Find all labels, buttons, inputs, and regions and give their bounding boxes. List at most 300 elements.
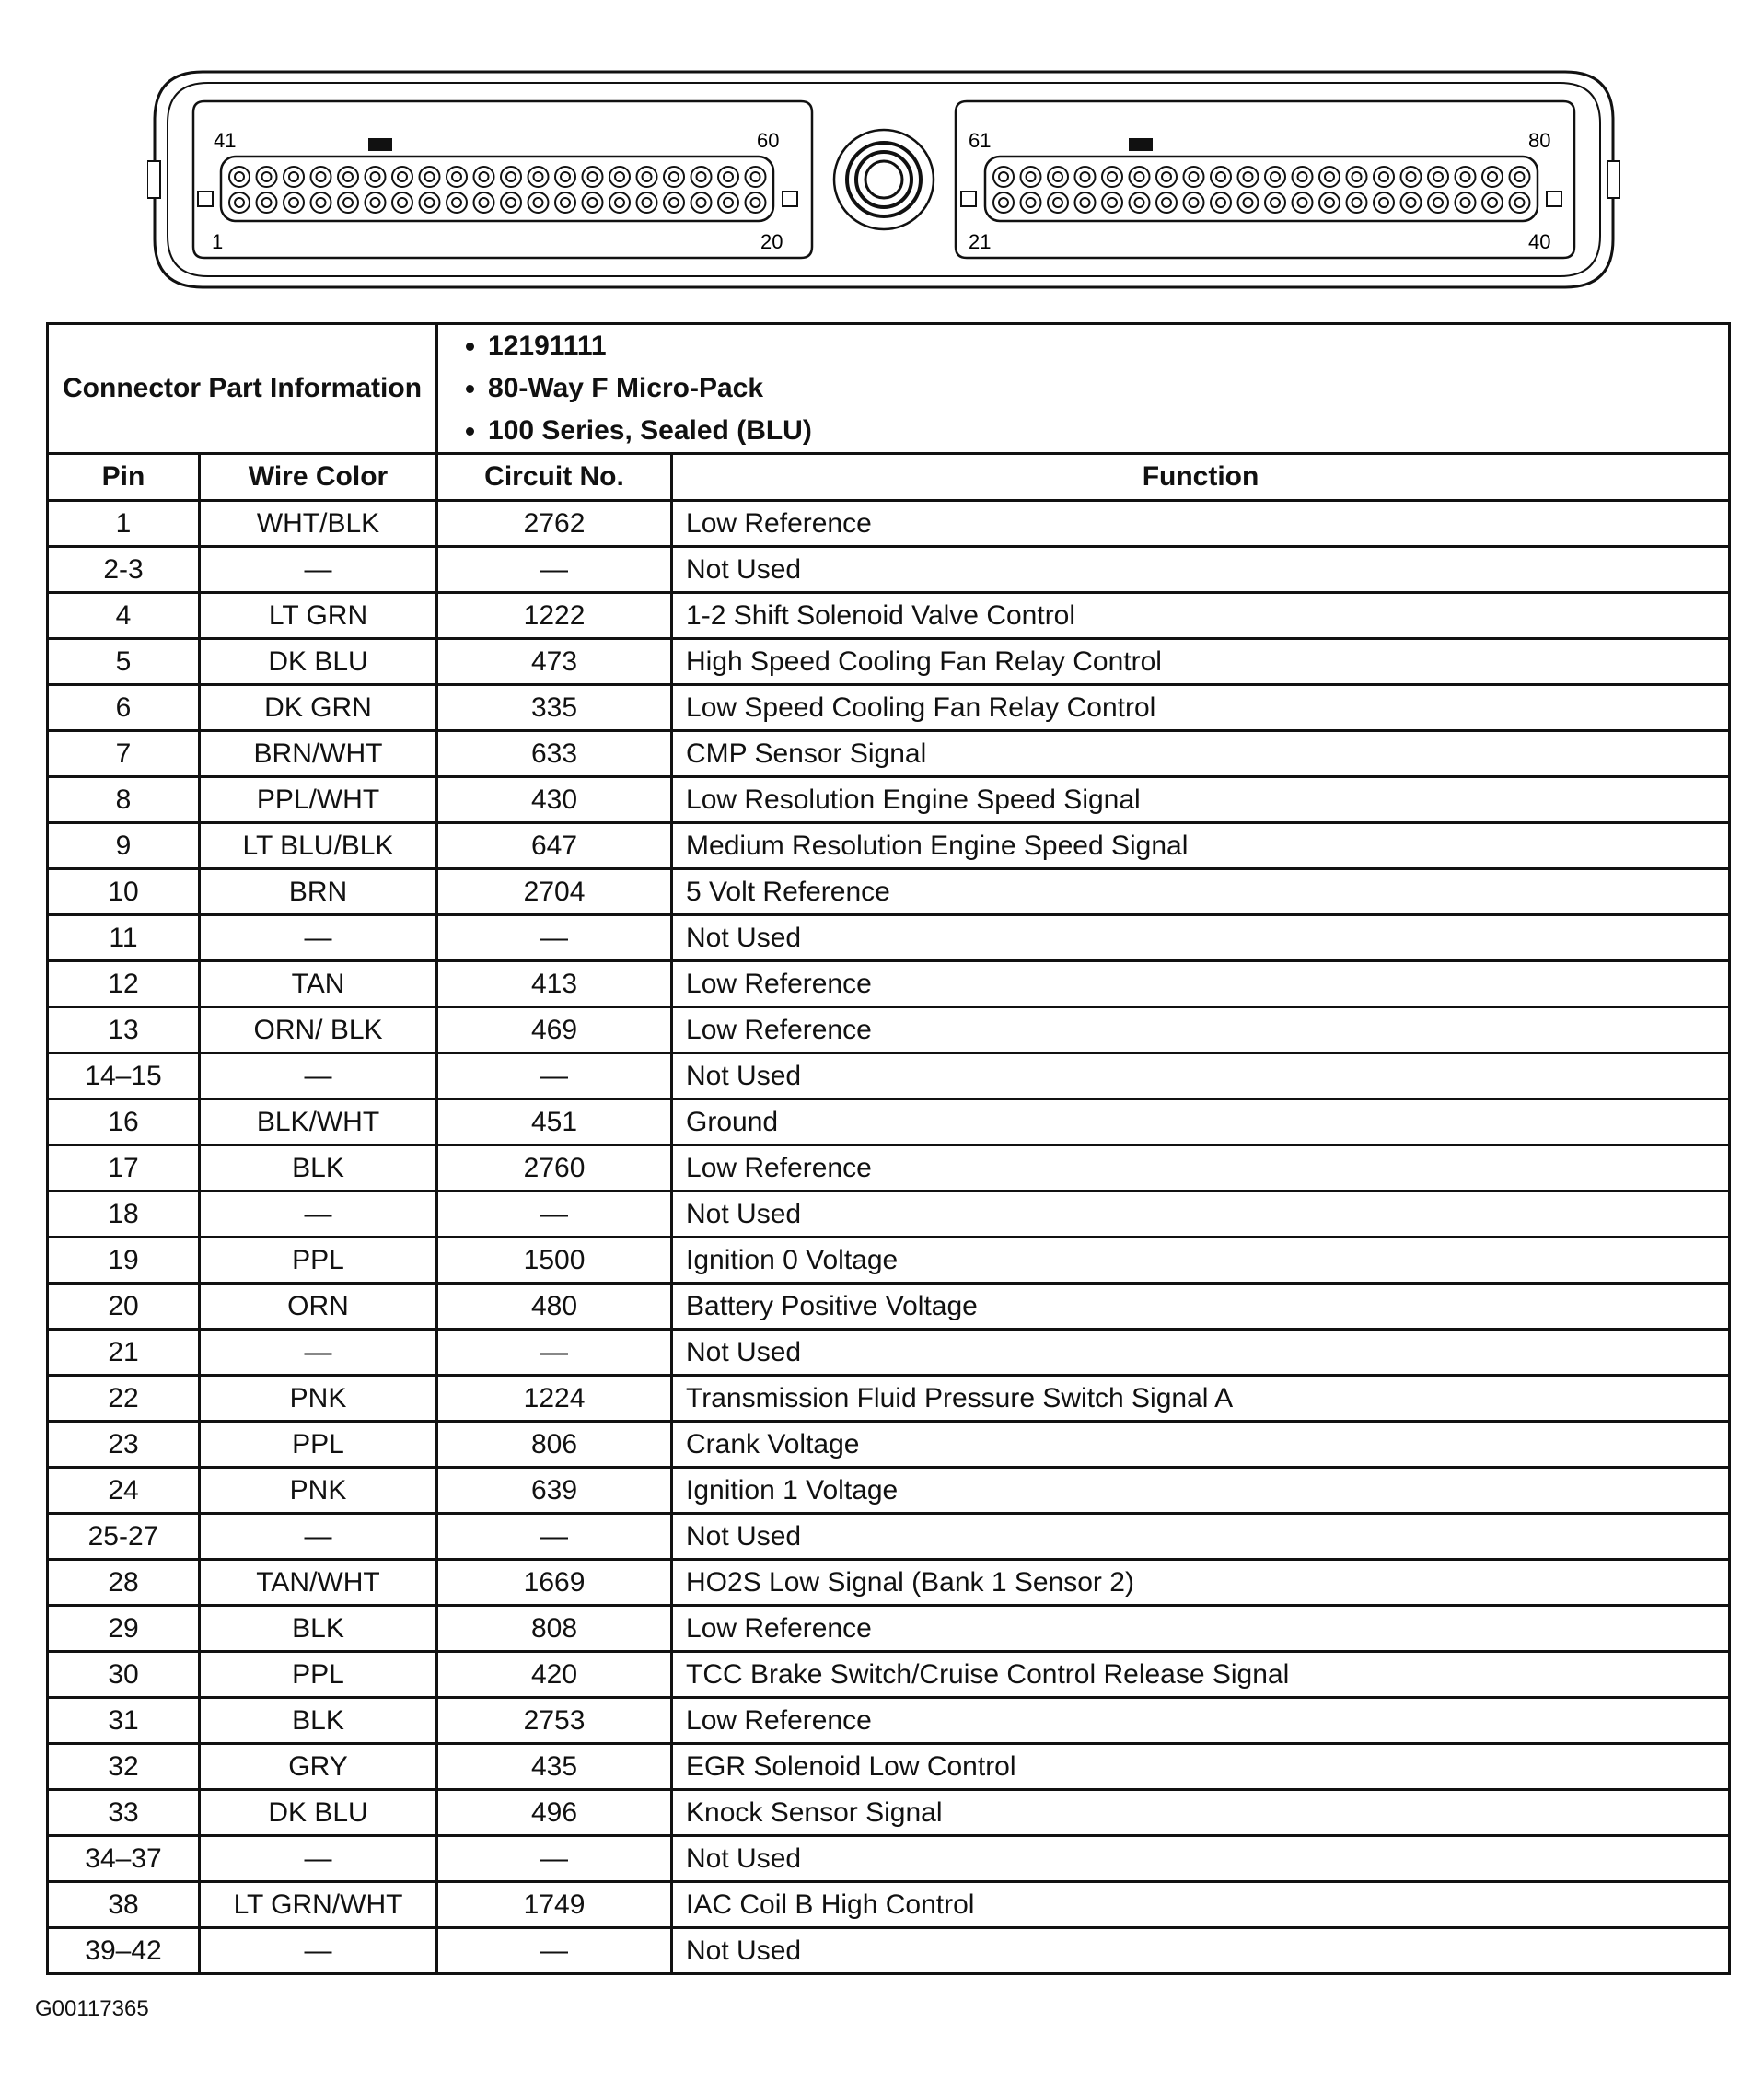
pin-cavity [1075, 167, 1096, 187]
pin-label-40: 40 [1528, 230, 1551, 253]
table-row [48, 1053, 1730, 1099]
circuit-no-cell: — [437, 547, 672, 593]
function-cell: CMP Sensor Signal [672, 731, 1730, 777]
table-body [48, 501, 1730, 1974]
function-cell: HO2S Low Signal (Bank 1 Sensor 2) [672, 1560, 1730, 1606]
pin-cavity [1265, 167, 1285, 187]
pin-cell: 28 [48, 1560, 200, 1606]
pin-terminal [561, 198, 570, 207]
pin-terminal [615, 172, 624, 181]
function-cell: Low Reference [672, 1145, 1730, 1192]
pin-terminal [480, 172, 489, 181]
table-row [48, 501, 1730, 547]
pin-label-21: 21 [969, 230, 992, 253]
table-row [48, 1606, 1730, 1652]
circuit-no-cell: 430 [437, 777, 672, 823]
pin-cavity [1021, 192, 1041, 213]
function-cell: Low Reference [672, 961, 1730, 1007]
pin-cavity [609, 167, 630, 187]
circuit-no-cell: 808 [437, 1606, 672, 1652]
pin-terminal [1108, 172, 1117, 181]
pin-terminal [1135, 198, 1144, 207]
pin-terminal [317, 172, 326, 181]
connector-info-cell [437, 324, 1730, 454]
pin-terminal [262, 172, 272, 181]
pin-terminal [1298, 198, 1307, 207]
left-tab-b [783, 192, 797, 206]
table-row [48, 1330, 1730, 1376]
circuit-no-cell: 2762 [437, 501, 672, 547]
wire-color-cell: BLK [200, 1606, 437, 1652]
col-header-pin: Pin [48, 454, 200, 501]
pin-cavity [1156, 192, 1177, 213]
wire-color-cell: LT GRN/WHT [200, 1882, 437, 1928]
table-row [48, 1192, 1730, 1238]
right-pin-array [993, 167, 1530, 213]
pin-label-80: 80 [1528, 129, 1551, 152]
pin-terminal [588, 172, 598, 181]
pin-cavity [1456, 167, 1476, 187]
pin-terminal [999, 172, 1008, 181]
function-cell: TCC Brake Switch/Cruise Control Release Signal [672, 1652, 1730, 1698]
pin-cavity [474, 192, 494, 213]
wire-color-cell: — [200, 1053, 437, 1099]
function-cell: Not Used [672, 1192, 1730, 1238]
function-cell: Not Used [672, 547, 1730, 593]
pin-terminal [1325, 198, 1334, 207]
wire-color-cell: PPL [200, 1422, 437, 1468]
wire-color-cell: PNK [200, 1468, 437, 1514]
pin-cavity [229, 192, 250, 213]
wire-color-cell: BLK [200, 1145, 437, 1192]
wire-color-cell: — [200, 1192, 437, 1238]
function-cell: Ground [672, 1099, 1730, 1145]
pin-cavity [1510, 167, 1530, 187]
wire-color-cell: — [200, 1928, 437, 1974]
right-tab-a [961, 192, 976, 206]
center-bolt-outer [834, 130, 934, 229]
pin-cavity [1374, 192, 1394, 213]
pin-cavity [284, 167, 304, 187]
pin-cavity [1428, 167, 1448, 187]
pin-cell: 4 [48, 593, 200, 639]
pin-cavity [555, 167, 575, 187]
function-cell: 5 Volt Reference [672, 869, 1730, 915]
circuit-no-cell: — [437, 1192, 672, 1238]
table-row [48, 1744, 1730, 1790]
function-cell: Low Resolution Engine Speed Signal [672, 777, 1730, 823]
pin-cavity [501, 167, 521, 187]
pin-terminal [1162, 198, 1171, 207]
pin-terminal [615, 198, 624, 207]
circuit-no-cell: — [437, 1053, 672, 1099]
wire-color-cell: — [200, 1330, 437, 1376]
circuit-no-cell: 420 [437, 1652, 672, 1698]
pin-cavity [746, 167, 766, 187]
pin-cavity [1401, 167, 1422, 187]
pin-label-61: 61 [969, 129, 992, 152]
wire-color-cell: LT GRN [200, 593, 437, 639]
pin-cell: 9 [48, 823, 200, 869]
pin-terminal [343, 172, 353, 181]
table-row [48, 1698, 1730, 1744]
connector-diagram [147, 64, 1620, 295]
pin-terminal [1081, 198, 1090, 207]
pin-cavity [338, 167, 358, 187]
pin-terminal [1081, 172, 1090, 181]
circuit-no-cell: 639 [437, 1468, 672, 1514]
connector-type: • 80-Way F Micro-Pack [488, 367, 1728, 410]
pin-cavity [1102, 192, 1122, 213]
table-row [48, 1836, 1730, 1882]
pin-cell: 10 [48, 869, 200, 915]
function-cell: 1-2 Shift Solenoid Valve Control [672, 593, 1730, 639]
pin-terminal [1298, 172, 1307, 181]
left-latch [147, 161, 160, 198]
table-row [48, 1376, 1730, 1422]
pin-terminal [1135, 172, 1144, 181]
pin-cell: 24 [48, 1468, 200, 1514]
pin-cavity [583, 167, 603, 187]
wire-color-cell: PPL/WHT [200, 777, 437, 823]
circuit-no-cell: 1224 [437, 1376, 672, 1422]
connector-series: • 100 Series, Sealed (BLU) [488, 410, 1728, 452]
pin-cavity [1510, 192, 1530, 213]
pin-cavity [1238, 167, 1259, 187]
pin-terminal [588, 198, 598, 207]
pin-cavity [257, 192, 277, 213]
pin-terminal [1190, 172, 1199, 181]
pin-cavity [528, 167, 549, 187]
pin-terminal [1515, 172, 1525, 181]
pin-terminal [1244, 172, 1253, 181]
pin-terminal [1244, 198, 1253, 207]
pin-cavity [746, 192, 766, 213]
pin-cavity [257, 167, 277, 187]
wire-color-cell: — [200, 547, 437, 593]
function-cell: Low Reference [672, 1606, 1730, 1652]
connector-shell-inner [168, 83, 1600, 276]
pin-terminal [1461, 172, 1470, 181]
function-cell: Crank Voltage [672, 1422, 1730, 1468]
pin-terminal [289, 172, 298, 181]
pin-cavity [1130, 192, 1150, 213]
pin-cavity [311, 192, 331, 213]
pin-terminal [1433, 172, 1443, 181]
pin-cell: 33 [48, 1790, 200, 1836]
pin-terminal [1108, 198, 1117, 207]
pin-cavity [1211, 167, 1231, 187]
table-row [48, 823, 1730, 869]
pin-terminal [371, 172, 380, 181]
pin-terminal [1352, 172, 1362, 181]
pin-terminal [1488, 198, 1497, 207]
pin-cavity [1319, 167, 1340, 187]
pin-terminal [643, 172, 652, 181]
wire-color-cell: DK BLU [200, 1790, 437, 1836]
pin-terminal [1190, 198, 1199, 207]
wire-color-cell: PPL [200, 1652, 437, 1698]
connector-info-list [438, 325, 1728, 452]
pin-label-20: 20 [760, 230, 783, 253]
table-row [48, 869, 1730, 915]
table-row [48, 1284, 1730, 1330]
pin-terminal [1461, 198, 1470, 207]
function-cell: Low Reference [672, 1007, 1730, 1053]
pin-cavity [1102, 167, 1122, 187]
pin-cavity [474, 167, 494, 187]
pin-terminal [724, 172, 733, 181]
pin-cavity [691, 167, 712, 187]
pin-cell: 39–42 [48, 1928, 200, 1974]
function-cell: Not Used [672, 1330, 1730, 1376]
table-row [48, 1882, 1730, 1928]
pin-cavity [1238, 192, 1259, 213]
right-tab-b [1547, 192, 1561, 206]
col-header-function: Function [672, 454, 1730, 501]
pin-cavity [1130, 167, 1150, 187]
pin-cavity [528, 192, 549, 213]
pin-terminal [1407, 172, 1416, 181]
circuit-no-cell: — [437, 1836, 672, 1882]
circuit-no-cell: 335 [437, 685, 672, 731]
pin-terminal [506, 198, 516, 207]
pin-cavity [338, 192, 358, 213]
circuit-no-cell: 1749 [437, 1882, 672, 1928]
pin-terminal [1433, 198, 1443, 207]
pin-terminal [1515, 198, 1525, 207]
circuit-no-cell: 2704 [437, 869, 672, 915]
function-cell: Not Used [672, 1514, 1730, 1560]
pin-cavity [1401, 192, 1422, 213]
right-key [1129, 138, 1153, 151]
pin-terminal [317, 198, 326, 207]
pin-label-41: 41 [214, 129, 237, 152]
table-row [48, 1468, 1730, 1514]
pin-cell: 22 [48, 1376, 200, 1422]
pin-cavity [1482, 192, 1503, 213]
table-row [48, 731, 1730, 777]
pin-cavity [311, 167, 331, 187]
table-row [48, 1652, 1730, 1698]
pin-terminal [669, 172, 679, 181]
wire-color-cell: BRN/WHT [200, 731, 437, 777]
function-cell: IAC Coil B High Control [672, 1882, 1730, 1928]
pin-terminal [398, 198, 407, 207]
wire-color-cell: ORN [200, 1284, 437, 1330]
pin-cavity [1293, 192, 1313, 213]
pin-terminal [480, 198, 489, 207]
pin-cell: 21 [48, 1330, 200, 1376]
pin-cell: 38 [48, 1882, 200, 1928]
circuit-no-cell: 413 [437, 961, 672, 1007]
table-row [48, 777, 1730, 823]
function-cell: Not Used [672, 1053, 1730, 1099]
col-header-wire-color: Wire Color [200, 454, 437, 501]
circuit-no-cell: — [437, 1928, 672, 1974]
table-row [48, 1514, 1730, 1560]
pin-cavity [1075, 192, 1096, 213]
connector-info-row [48, 324, 1730, 454]
pin-cavity [664, 167, 684, 187]
pin-cell: 29 [48, 1606, 200, 1652]
pin-terminal [751, 172, 760, 181]
pin-cavity [1021, 167, 1041, 187]
pin-terminal [1352, 198, 1362, 207]
pin-terminal [235, 198, 244, 207]
pin-cell: 17 [48, 1145, 200, 1192]
pin-cell: 8 [48, 777, 200, 823]
table-row [48, 1007, 1730, 1053]
circuit-no-cell: 469 [437, 1007, 672, 1053]
col-header-circuit-no: Circuit No. [437, 454, 672, 501]
function-cell: Medium Resolution Engine Speed Signal [672, 823, 1730, 869]
pin-terminal [452, 172, 461, 181]
pin-terminal [289, 198, 298, 207]
wire-color-cell: WHT/BLK [200, 501, 437, 547]
pin-cavity [392, 192, 412, 213]
pin-cavity [1048, 192, 1068, 213]
pin-cavity [420, 192, 440, 213]
pin-terminal [697, 172, 706, 181]
pin-label-1: 1 [212, 230, 224, 253]
part-number: • 12191111 [488, 325, 1728, 367]
pin-cavity [1482, 167, 1503, 187]
pin-cell: 34–37 [48, 1836, 200, 1882]
pin-cavity [609, 192, 630, 213]
pin-cavity [1347, 167, 1367, 187]
table-row [48, 685, 1730, 731]
pin-cavity [583, 192, 603, 213]
pin-cavity [1347, 192, 1367, 213]
circuit-no-cell: 647 [437, 823, 672, 869]
wire-color-cell: — [200, 1836, 437, 1882]
pin-terminal [425, 198, 435, 207]
pin-cavity [993, 192, 1014, 213]
pin-cavity [1374, 167, 1394, 187]
table-row [48, 1145, 1730, 1192]
pin-terminal [1053, 172, 1062, 181]
pin-terminal [999, 198, 1008, 207]
pin-cavity [1048, 167, 1068, 187]
pin-terminal [1325, 172, 1334, 181]
function-cell: Not Used [672, 915, 1730, 961]
wire-color-cell: — [200, 915, 437, 961]
wire-color-cell: PPL [200, 1238, 437, 1284]
column-header-row [48, 454, 1730, 501]
table-row [48, 593, 1730, 639]
pin-terminal [235, 172, 244, 181]
pin-cell: 19 [48, 1238, 200, 1284]
function-cell: EGR Solenoid Low Control [672, 1744, 1730, 1790]
pin-terminal [1271, 172, 1280, 181]
wire-color-cell: DK BLU [200, 639, 437, 685]
pin-cell: 14–15 [48, 1053, 200, 1099]
function-cell: Battery Positive Voltage [672, 1284, 1730, 1330]
wire-color-cell: BLK [200, 1698, 437, 1744]
pin-cavity [993, 167, 1014, 187]
left-key [368, 138, 392, 151]
pin-terminal [1379, 198, 1388, 207]
pin-cavity [366, 192, 386, 213]
function-cell: Knock Sensor Signal [672, 1790, 1730, 1836]
pin-terminal [425, 172, 435, 181]
pin-cavity [366, 167, 386, 187]
wire-color-cell: TAN/WHT [200, 1560, 437, 1606]
table-row [48, 961, 1730, 1007]
pin-terminal [1216, 172, 1225, 181]
pin-cavity [392, 167, 412, 187]
table-row [48, 1099, 1730, 1145]
circuit-no-cell: — [437, 1330, 672, 1376]
pin-terminal [561, 172, 570, 181]
wire-color-cell: BRN [200, 869, 437, 915]
pin-cell: 1 [48, 501, 200, 547]
pin-cavity [637, 167, 657, 187]
circuit-no-cell: 2753 [437, 1698, 672, 1744]
function-cell: Not Used [672, 1928, 1730, 1974]
circuit-no-cell: 633 [437, 731, 672, 777]
center-bolt-ring3 [865, 161, 902, 198]
pin-terminal [1027, 172, 1036, 181]
pin-cavity [1265, 192, 1285, 213]
pin-cell: 30 [48, 1652, 200, 1698]
pin-cavity [664, 192, 684, 213]
connector-pinout-table [46, 322, 1731, 1975]
function-cell: Low Reference [672, 501, 1730, 547]
pin-terminal [1271, 198, 1280, 207]
pin-cavity [1428, 192, 1448, 213]
pin-cavity [447, 192, 467, 213]
pin-cell: 2-3 [48, 547, 200, 593]
table-row [48, 1790, 1730, 1836]
circuit-no-cell: 1222 [437, 593, 672, 639]
circuit-no-cell: 1500 [437, 1238, 672, 1284]
wire-color-cell: LT BLU/BLK [200, 823, 437, 869]
pin-cell: 12 [48, 961, 200, 1007]
pin-terminal [506, 172, 516, 181]
wire-color-cell: ORN/ BLK [200, 1007, 437, 1053]
pin-cell: 16 [48, 1099, 200, 1145]
function-cell: Low Speed Cooling Fan Relay Control [672, 685, 1730, 731]
left-pin-housing [221, 157, 773, 221]
circuit-no-cell: 451 [437, 1099, 672, 1145]
pin-cavity [718, 167, 738, 187]
right-pin-housing [985, 157, 1538, 221]
pin-cell: 32 [48, 1744, 200, 1790]
circuit-no-cell: 496 [437, 1790, 672, 1836]
wire-color-cell: TAN [200, 961, 437, 1007]
pin-cavity [691, 192, 712, 213]
pin-cell: 18 [48, 1192, 200, 1238]
pin-terminal [643, 198, 652, 207]
circuit-no-cell: 806 [437, 1422, 672, 1468]
function-cell: Ignition 0 Voltage [672, 1238, 1730, 1284]
pin-terminal [371, 198, 380, 207]
pin-terminal [534, 172, 543, 181]
left-pin-array [229, 167, 766, 213]
pin-cavity [1184, 192, 1204, 213]
pin-terminal [343, 198, 353, 207]
pin-terminal [534, 198, 543, 207]
pin-terminal [1488, 172, 1497, 181]
pin-cavity [1293, 167, 1313, 187]
pin-terminal [1027, 198, 1036, 207]
left-tab-a [198, 192, 213, 206]
pin-cell: 31 [48, 1698, 200, 1744]
pin-terminal [1379, 172, 1388, 181]
pin-cavity [1319, 192, 1340, 213]
